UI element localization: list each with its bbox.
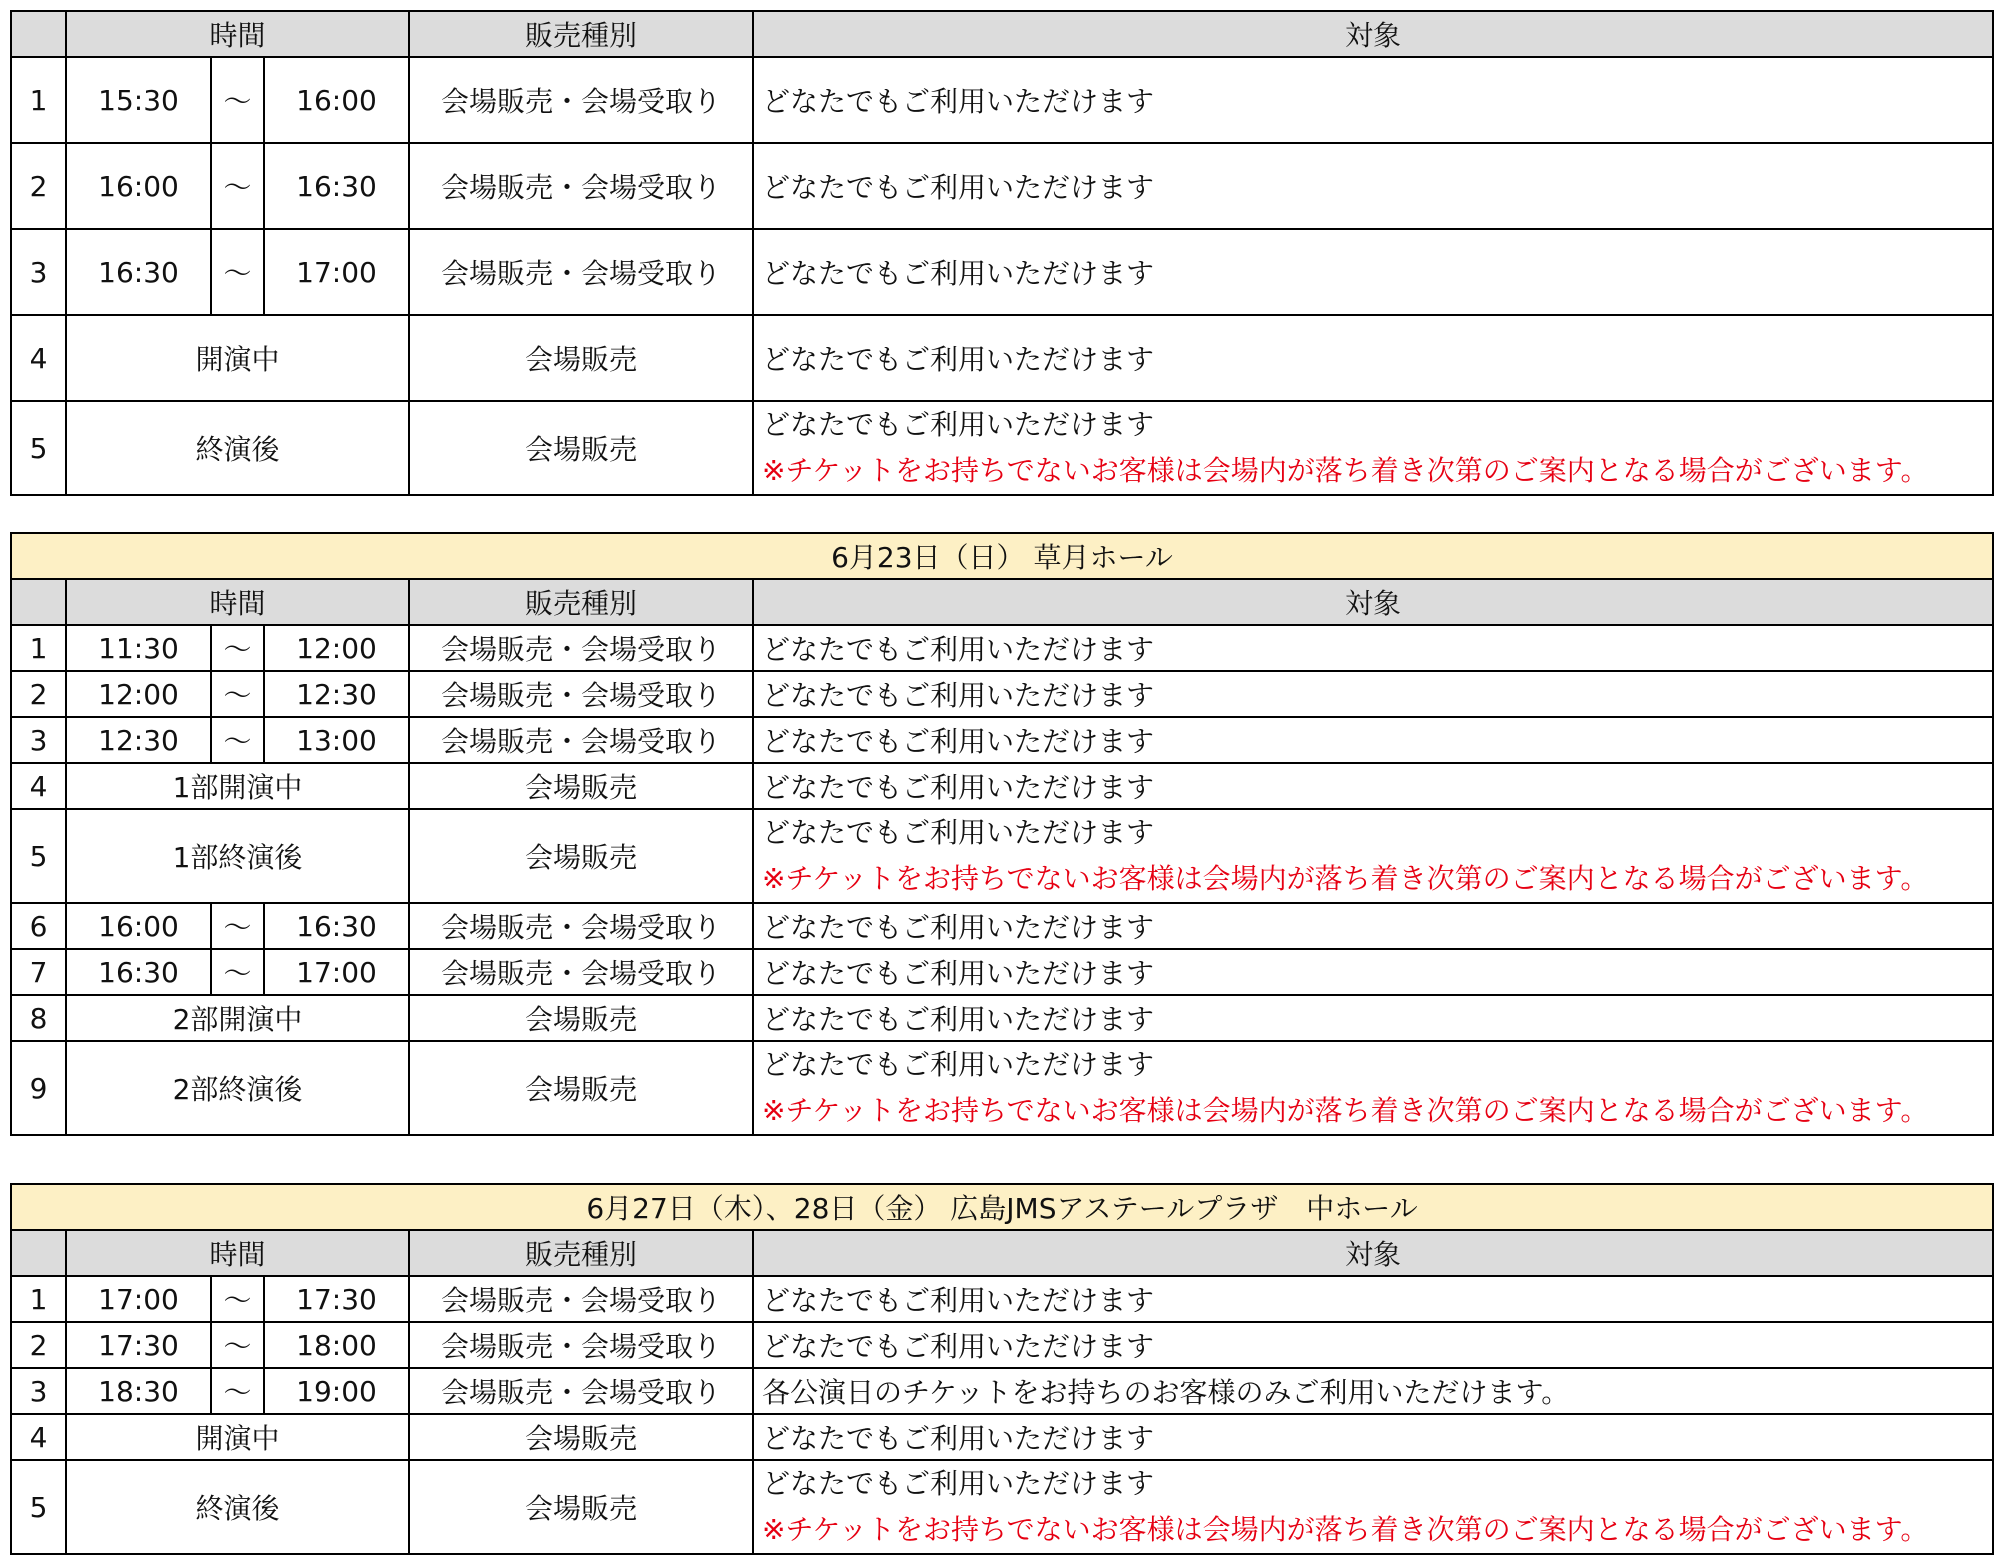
target: どなたでもご利用いただけます [753, 1322, 1993, 1368]
row-number: 1 [11, 57, 66, 143]
time-separator: ～ [211, 1276, 264, 1322]
time-to: 16:30 [264, 143, 409, 229]
table-row [11, 1368, 1993, 1414]
notice-text: ※チケットをお持ちでないお客様は会場内が落ち着き次第のご案内となる場合がございます。 [762, 1513, 1929, 1546]
time-to: 19:00 [264, 1368, 409, 1414]
time-separator: ～ [211, 671, 264, 717]
time-from: 15:30 [66, 57, 211, 143]
sale-type: 会場販売・会場受取り [409, 717, 753, 763]
sale-type: 会場販売・会場受取り [409, 949, 753, 995]
time-from: 17:30 [66, 1322, 211, 1368]
target: どなたでもご利用いただけます [753, 1276, 1993, 1322]
table-row [11, 671, 1993, 717]
time-separator: ～ [211, 717, 264, 763]
header-no [11, 1230, 66, 1276]
row-number: 5 [11, 809, 66, 903]
table-row [11, 763, 1993, 809]
table-row [11, 1041, 1993, 1135]
row-number: 9 [11, 1041, 66, 1135]
target: どなたでもご利用いただけます [753, 315, 1993, 401]
time-to: 17:30 [264, 1276, 409, 1322]
time-separator: ～ [211, 625, 264, 671]
table-row [11, 315, 1993, 401]
target [753, 1041, 1993, 1135]
target-text: どなたでもご利用いただけます [762, 1467, 1155, 1500]
time-from: 12:30 [66, 717, 211, 763]
row-number: 7 [11, 949, 66, 995]
row-number: 3 [11, 229, 66, 315]
table-row [11, 1460, 1993, 1554]
table-row [11, 903, 1993, 949]
sale-type: 会場販売 [409, 315, 753, 401]
sale-type: 会場販売 [409, 401, 753, 495]
sale-type: 会場販売・会場受取り [409, 1276, 753, 1322]
header-sale-type: 販売種別 [409, 1230, 753, 1276]
notice-text: ※チケットをお持ちでないお客様は会場内が落ち着き次第のご案内となる場合がございます。 [762, 1094, 1929, 1127]
target: どなたでもご利用いただけます [753, 949, 1993, 995]
sale-type: 会場販売 [409, 1414, 753, 1460]
row-number: 3 [11, 1368, 66, 1414]
sale-type: 会場販売 [409, 1041, 753, 1135]
row-number: 2 [11, 143, 66, 229]
target [753, 401, 1993, 495]
time-to: 12:30 [264, 671, 409, 717]
table-row [11, 717, 1993, 763]
venue-title: 6月27日（木）、28日（金） 広島JMSアステールプラザ 中ホール [11, 1184, 1993, 1230]
header-target: 対象 [753, 1230, 1993, 1276]
row-number: 2 [11, 1322, 66, 1368]
schedule-table-3 [10, 1183, 1994, 1555]
sale-type: 会場販売 [409, 809, 753, 903]
table-row [11, 1414, 1993, 1460]
target: どなたでもご利用いただけます [753, 143, 1993, 229]
time-separator: ～ [211, 143, 264, 229]
period: 開演中 [66, 1414, 409, 1460]
table-row [11, 949, 1993, 995]
sale-type: 会場販売・会場受取り [409, 229, 753, 315]
table-row [11, 1276, 1993, 1322]
time-to: 17:00 [264, 949, 409, 995]
table-row [11, 143, 1993, 229]
time-separator: ～ [211, 229, 264, 315]
target: どなたでもご利用いただけます [753, 625, 1993, 671]
table-row [11, 809, 1993, 903]
table-row [11, 401, 1993, 495]
target-text: どなたでもご利用いただけます [762, 1048, 1155, 1081]
target: どなたでもご利用いただけます [753, 717, 1993, 763]
time-separator: ～ [211, 57, 264, 143]
time-to: 16:00 [264, 57, 409, 143]
time-to: 16:30 [264, 903, 409, 949]
row-number: 4 [11, 1414, 66, 1460]
header-sale-type: 販売種別 [409, 11, 753, 57]
period: 1部終演後 [66, 809, 409, 903]
period: 終演後 [66, 401, 409, 495]
time-from: 16:30 [66, 229, 211, 315]
sale-type: 会場販売・会場受取り [409, 57, 753, 143]
period: 開演中 [66, 315, 409, 401]
sale-type: 会場販売・会場受取り [409, 671, 753, 717]
time-to: 18:00 [264, 1322, 409, 1368]
row-number: 1 [11, 1276, 66, 1322]
sale-type: 会場販売・会場受取り [409, 1368, 753, 1414]
time-from: 17:00 [66, 1276, 211, 1322]
time-to: 13:00 [264, 717, 409, 763]
target: どなたでもご利用いただけます [753, 229, 1993, 315]
target: どなたでもご利用いただけます [753, 903, 1993, 949]
table-row [11, 229, 1993, 315]
row-number: 8 [11, 995, 66, 1041]
time-separator: ～ [211, 1322, 264, 1368]
header-row [11, 579, 1993, 625]
period: 2部終演後 [66, 1041, 409, 1135]
target-text: どなたでもご利用いただけます [762, 816, 1155, 849]
target: どなたでもご利用いただけます [753, 671, 1993, 717]
row-number: 5 [11, 1460, 66, 1554]
header-sale-type: 販売種別 [409, 579, 753, 625]
schedule-table-1 [10, 10, 1994, 496]
target: どなたでもご利用いただけます [753, 763, 1993, 809]
period: 1部開演中 [66, 763, 409, 809]
time-from: 16:00 [66, 903, 211, 949]
row-number: 2 [11, 671, 66, 717]
schedule-table-2 [10, 532, 1994, 1136]
table-row [11, 995, 1993, 1041]
header-target: 対象 [753, 11, 1993, 57]
header-time: 時間 [66, 1230, 409, 1276]
time-from: 16:30 [66, 949, 211, 995]
target: 各公演日のチケットをお持ちのお客様のみご利用いただけます。 [753, 1368, 1993, 1414]
header-no [11, 579, 66, 625]
target: どなたでもご利用いただけます [753, 57, 1993, 143]
notice-text: ※チケットをお持ちでないお客様は会場内が落ち着き次第のご案内となる場合がございます。 [762, 454, 1929, 487]
header-time: 時間 [66, 11, 409, 57]
sale-type: 会場販売 [409, 995, 753, 1041]
table-row [11, 625, 1993, 671]
row-number: 1 [11, 625, 66, 671]
sale-type: 会場販売・会場受取り [409, 625, 753, 671]
header-no [11, 11, 66, 57]
sale-type: 会場販売・会場受取り [409, 1322, 753, 1368]
header-time: 時間 [66, 579, 409, 625]
venue-title: 6月23日（日） 草月ホール [11, 533, 1993, 579]
time-separator: ～ [211, 903, 264, 949]
time-from: 11:30 [66, 625, 211, 671]
target: どなたでもご利用いただけます [753, 1414, 1993, 1460]
row-number: 5 [11, 401, 66, 495]
header-target: 対象 [753, 579, 1993, 625]
target [753, 1460, 1993, 1554]
table-row [11, 1322, 1993, 1368]
row-number: 4 [11, 315, 66, 401]
time-to: 12:00 [264, 625, 409, 671]
time-from: 18:30 [66, 1368, 211, 1414]
sale-type: 会場販売・会場受取り [409, 903, 753, 949]
table-row [11, 57, 1993, 143]
sale-type: 会場販売・会場受取り [409, 143, 753, 229]
target: どなたでもご利用いただけます [753, 995, 1993, 1041]
target-text: どなたでもご利用いただけます [762, 408, 1155, 441]
period: 2部開演中 [66, 995, 409, 1041]
time-separator: ～ [211, 949, 264, 995]
venue-title-row [11, 533, 1993, 579]
time-from: 16:00 [66, 143, 211, 229]
time-to: 17:00 [264, 229, 409, 315]
sale-type: 会場販売 [409, 763, 753, 809]
row-number: 3 [11, 717, 66, 763]
header-row [11, 11, 1993, 57]
sale-type: 会場販売 [409, 1460, 753, 1554]
time-from: 12:00 [66, 671, 211, 717]
row-number: 6 [11, 903, 66, 949]
target [753, 809, 1993, 903]
row-number: 4 [11, 763, 66, 809]
header-row [11, 1230, 1993, 1276]
time-separator: ～ [211, 1368, 264, 1414]
venue-title-row [11, 1184, 1993, 1230]
notice-text: ※チケットをお持ちでないお客様は会場内が落ち着き次第のご案内となる場合がございます。 [762, 862, 1929, 895]
period: 終演後 [66, 1460, 409, 1554]
